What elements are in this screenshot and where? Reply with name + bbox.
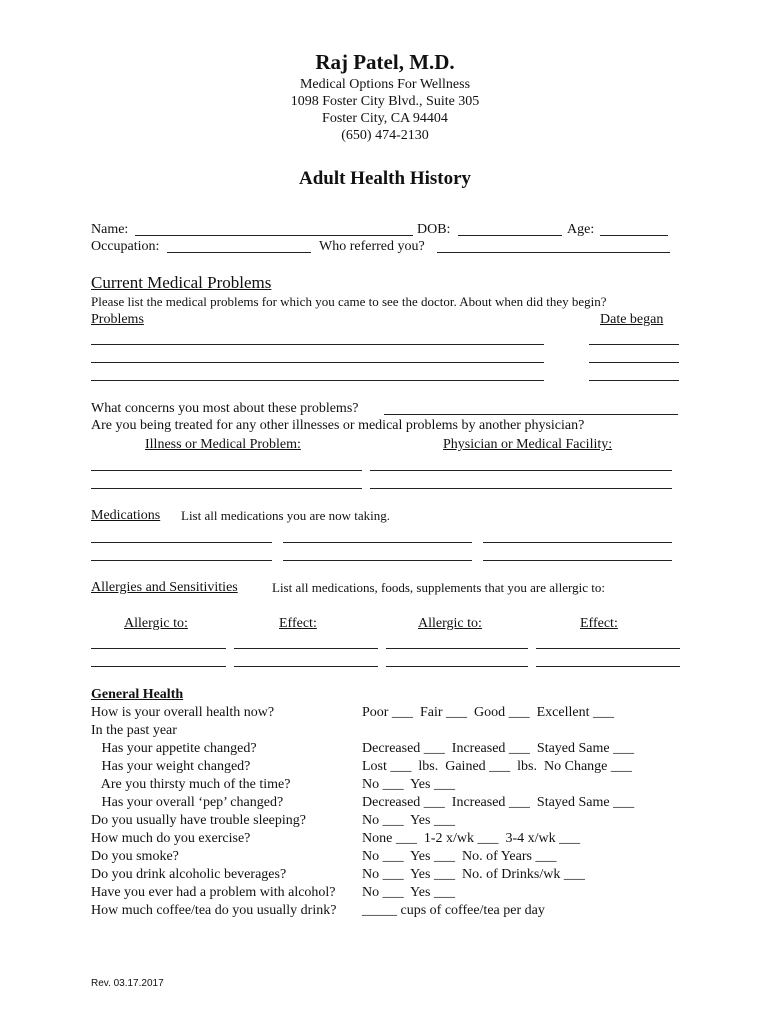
health-question: How much coffee/tea do you usually drink?	[91, 903, 337, 918]
health-question: Do you drink alcoholic beverages?	[91, 867, 287, 882]
health-answer-options[interactable]: None ___ 1-2 x/wk ___ 3-4 x/wk ___	[362, 831, 581, 846]
date-began-field[interactable]	[589, 380, 679, 381]
effect-field[interactable]	[536, 648, 680, 649]
occupation-label: Occupation:	[91, 239, 160, 254]
health-question: Has your weight changed?	[91, 759, 251, 774]
health-answer-options[interactable]: Poor ___ Fair ___ Good ___ Excellent ___	[362, 705, 614, 720]
effect-field[interactable]	[234, 666, 378, 667]
health-answer-options[interactable]: No ___ Yes ___	[362, 885, 455, 900]
address-line-1: 1098 Foster City Blvd., Suite 305	[290, 94, 480, 109]
health-answer-options[interactable]: No ___ Yes ___	[362, 777, 455, 792]
physician-field[interactable]	[370, 470, 672, 471]
medication-field[interactable]	[283, 542, 472, 543]
date-began-field[interactable]	[589, 344, 679, 345]
medications-instructions: List all medications you are now taking.	[181, 508, 391, 523]
allergen-field[interactable]	[91, 666, 226, 667]
allergen-field[interactable]	[386, 648, 528, 649]
concerns-field[interactable]	[384, 414, 678, 415]
dob-label: DOB:	[417, 222, 451, 237]
problems-heading: Current Medical Problems	[91, 273, 272, 292]
address-line-2: Foster City, CA 94404	[322, 111, 448, 126]
health-answer-options[interactable]: No ___ Yes ___ No. of Years ___	[362, 849, 557, 864]
concerns-question: What concerns you most about these problems?	[91, 401, 359, 416]
effect-column-label: Effect:	[580, 616, 618, 631]
health-question: Has your overall ‘pep’ changed?	[91, 795, 284, 810]
health-question: In the past year	[91, 723, 177, 738]
illness-column-label: Illness or Medical Problem:	[145, 437, 301, 452]
health-answer-options[interactable]: Decreased ___ Increased ___ Stayed Same ___	[362, 795, 635, 810]
health-answer-options[interactable]: No ___ Yes ___	[362, 813, 455, 828]
name-field[interactable]	[135, 235, 413, 236]
effect-column-label: Effect:	[279, 616, 317, 631]
age-field[interactable]	[600, 235, 668, 236]
health-question: Have you ever had a problem with alcohol?	[91, 885, 336, 900]
medication-field[interactable]	[483, 542, 672, 543]
referred-field[interactable]	[437, 252, 670, 253]
health-answer-options[interactable]: _____ cups of coffee/tea per day	[362, 903, 545, 918]
health-question: How much do you exercise?	[91, 831, 251, 846]
allergies-instructions: List all medications, foods, supplements that you are allergic to:	[272, 580, 605, 595]
problems-column-label: Problems	[91, 312, 144, 327]
effect-field[interactable]	[536, 666, 680, 667]
effect-field[interactable]	[234, 648, 378, 649]
medication-field[interactable]	[283, 560, 472, 561]
health-answer-options[interactable]: Lost ___ lbs. Gained ___ lbs. No Change ___	[362, 759, 632, 774]
referred-label: Who referred you?	[319, 239, 425, 254]
health-answer-options[interactable]: Decreased ___ Increased ___ Stayed Same ___	[362, 741, 635, 756]
date-began-field[interactable]	[589, 362, 679, 363]
problems-instructions: Please list the medical problems for which you came to see the doctor. About when did they begin?	[91, 294, 607, 309]
health-question: Do you usually have trouble sleeping?	[91, 813, 307, 828]
name-label: Name:	[91, 222, 129, 237]
problem-field[interactable]	[91, 362, 544, 363]
practice-name: Medical Options For Wellness	[299, 77, 471, 92]
physician-column-label: Physician or Medical Facility:	[443, 437, 613, 452]
health-question: Do you smoke?	[91, 849, 179, 864]
occupation-field[interactable]	[167, 252, 311, 253]
medication-field[interactable]	[91, 560, 272, 561]
general-health-heading: General Health	[91, 687, 184, 702]
problem-field[interactable]	[91, 344, 544, 345]
date-began-column-label: Date began	[600, 312, 664, 327]
health-question: Are you thirsty much of the time?	[91, 777, 291, 792]
physician-field[interactable]	[370, 488, 672, 489]
form-title: Adult Health History	[298, 168, 472, 189]
health-answer-options[interactable]: No ___ Yes ___ No. of Drinks/wk ___	[362, 867, 585, 882]
dob-field[interactable]	[458, 235, 562, 236]
allergies-heading: Allergies and Sensitivities	[91, 580, 238, 595]
problem-field[interactable]	[91, 380, 544, 381]
medications-heading: Medications	[91, 508, 161, 523]
medication-field[interactable]	[483, 560, 672, 561]
allergen-field[interactable]	[91, 648, 226, 649]
allergic-to-column-label: Allergic to:	[418, 616, 482, 631]
age-label: Age:	[567, 222, 595, 237]
health-question: Has your appetite changed?	[91, 741, 257, 756]
illness-field[interactable]	[91, 470, 362, 471]
health-question: How is your overall health now?	[91, 705, 275, 720]
medication-field[interactable]	[91, 542, 272, 543]
allergen-field[interactable]	[386, 666, 528, 667]
phone-number: (650) 474-2130	[341, 128, 429, 143]
treated-question: Are you being treated for any other illnesses or medical problems by another physician?	[91, 418, 585, 433]
revision-date: Rev. 03.17.2017	[91, 978, 164, 989]
illness-field[interactable]	[91, 488, 362, 489]
allergic-to-column-label: Allergic to:	[124, 616, 188, 631]
doctor-name: Raj Patel, M.D.	[315, 50, 455, 74]
